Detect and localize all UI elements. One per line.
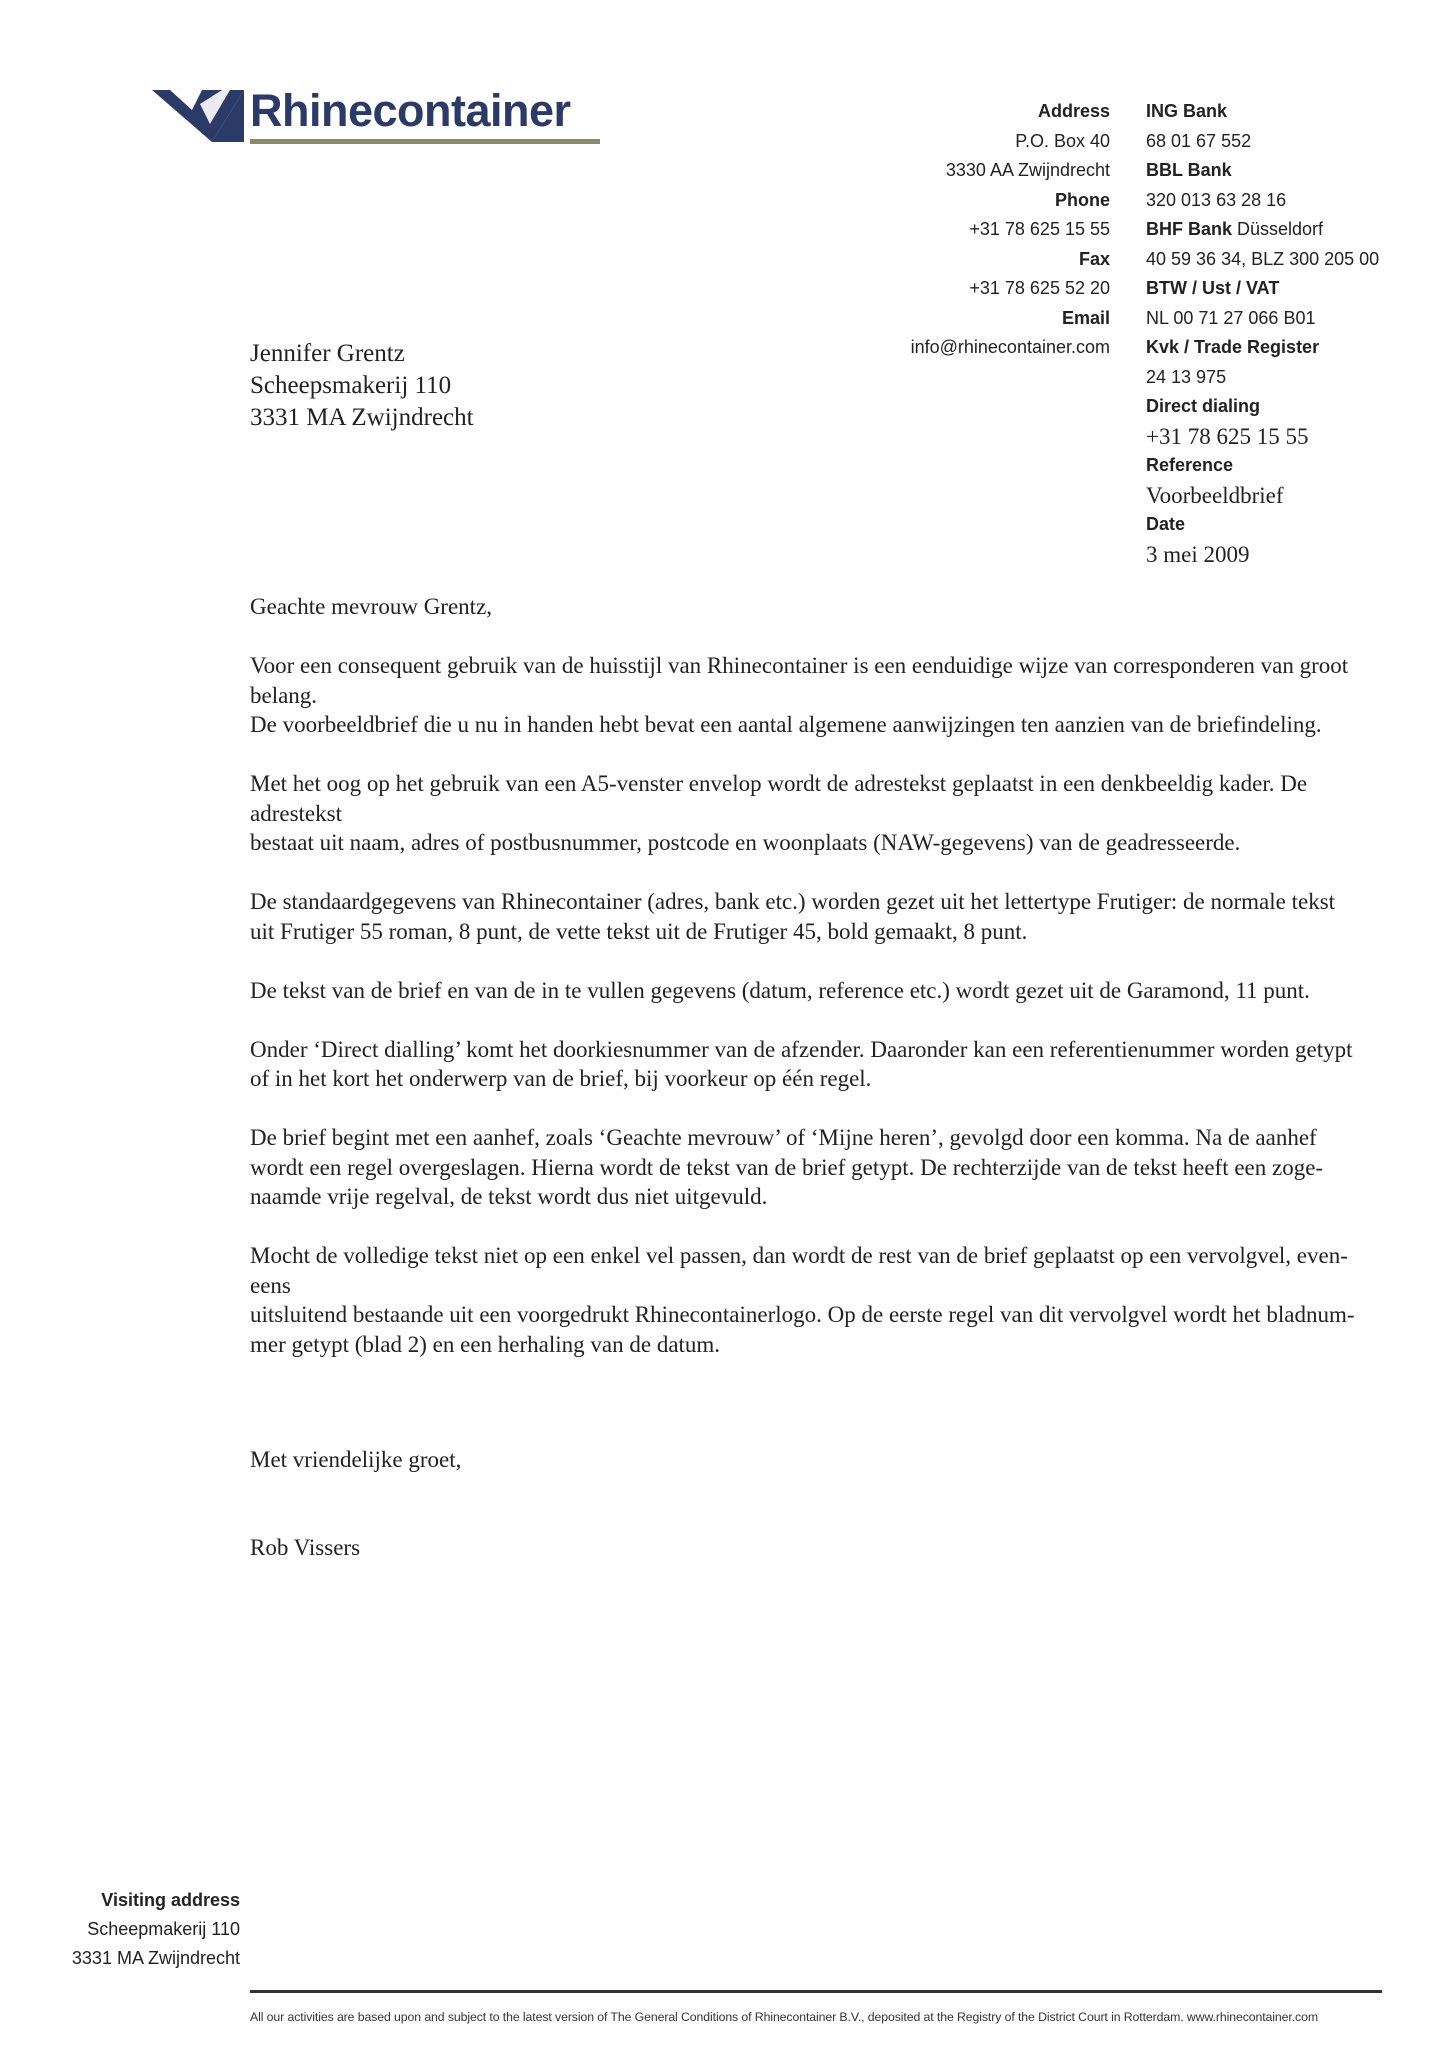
kvk-value: 24 13 975 xyxy=(1146,366,1227,387)
sender-address-column xyxy=(850,97,1110,363)
recipient-name: Jennifer Grentz xyxy=(250,340,405,367)
date-value: 3 mei 2009 xyxy=(1146,541,1250,567)
reference-label: Reference xyxy=(1146,455,1234,475)
logo-underline xyxy=(250,139,600,144)
body-line: of in het kort het onderwerp van de brief, bij voorkeur op één regel. xyxy=(250,1066,872,1091)
paragraph xyxy=(250,651,1390,740)
visiting-address xyxy=(30,1886,240,1973)
bhf-city: Düsseldorf xyxy=(1232,219,1324,239)
direct-dialing-label: Direct dialing xyxy=(1146,396,1261,416)
address-label: Address xyxy=(1037,101,1110,121)
visiting-street: Scheepmakerij 110 xyxy=(87,1919,240,1939)
body-line: Onder ‘Direct dialling’ komt het doorkiesnummer van de afzender. Daaronder kan een referentienummer worden getypt xyxy=(250,1036,1353,1062)
phone-label: Phone xyxy=(1054,189,1110,210)
body-line: De tekst van de brief en van de in te vullen gegevens (datum, reference etc.) wordt gezet uit de Garamond, 11 punt. xyxy=(250,977,1310,1003)
bbl-value: 320 013 63 28 16 xyxy=(1146,189,1287,210)
paragraph xyxy=(250,1241,1390,1359)
closing: Met vriendelijke groet, xyxy=(250,1447,462,1472)
visiting-label: Visiting address xyxy=(101,1890,240,1910)
signer-name: Rob Vissers xyxy=(250,1535,361,1560)
body-line: mer getypt (blad 2) en een herhaling van de datum. xyxy=(250,1331,721,1357)
body-line: wordt een regel overgeslagen. Hierna wordt de tekst van de brief getypt. De rechterzijde van de tekst heeft een zoge- xyxy=(250,1154,1324,1180)
paragraph xyxy=(250,976,1390,1006)
paragraph xyxy=(250,1123,1390,1212)
paragraph xyxy=(250,887,1390,946)
body-line: adrestekst xyxy=(250,800,342,826)
body-line: Met het oog op het gebruik van een A5-venster envelop wordt de adrestekst geplaatst in een denkbeeldig kader. De xyxy=(250,771,1308,796)
body-line: uit Frutiger 55 roman, 8 punt, de vette tekst uit de Frutiger 45, bold gemaakt, 8 punt. xyxy=(250,918,1028,944)
visiting-city: 3331 MA Zwijndrecht xyxy=(71,1948,240,1968)
recipient-city: 3331 MA Zwijndrecht xyxy=(250,404,474,431)
recipient-address xyxy=(250,338,474,434)
ing-label: ING Bank xyxy=(1146,101,1228,121)
email-value: info@rhinecontainer.com xyxy=(910,337,1110,357)
vat-label: BTW / Ust / VAT xyxy=(1146,278,1280,298)
rhinecontainer-logo-icon xyxy=(152,90,244,142)
reference-value: Voorbeeldbrief xyxy=(1146,482,1284,508)
body-line: bestaat uit naam, adres of postbusnummer, postcode en woonplaats (NAW-gegevens) van de geadresseerde. xyxy=(250,830,1241,855)
body-line: eens xyxy=(250,1272,291,1298)
recipient-street: Scheepsmakerij 110 xyxy=(250,372,452,399)
body-line: De brief begint met een aanhef, zoals ‘Geachte mevrouw’ of ‘Mijne heren’, gevolgd door een komma. Na de aanhef xyxy=(250,1125,1317,1150)
address-line-2: 3330 AA Zwijndrecht xyxy=(945,160,1110,180)
company-logo xyxy=(152,86,602,146)
body-line: Mocht de volledige tekst niet op een enkel vel passen, dan wordt de rest van de brief geplaatst op een vervolgvel, even- xyxy=(250,1243,1348,1268)
body-line: uitsluitend bestaande uit een voorgedrukt Rhinecontainerlogo. Op de eerste regel van dit vervolgvel wordt het bladnum- xyxy=(250,1302,1355,1327)
ing-value: 68 01 67 552 xyxy=(1146,130,1252,151)
footer-conditions-note: All our activities are based upon and subject to the latest version of The General Conditions of Rhinecontainer B.V., deposited at the Registry of the District Court in Rotterdam. www.rhinecontainer.com xyxy=(250,2010,1318,2024)
bhf-label-row xyxy=(1146,215,1436,245)
address-line-1: P.O. Box 40 xyxy=(1015,130,1110,151)
vat-value: NL 00 71 27 066 B01 xyxy=(1146,307,1316,328)
date-label: Date xyxy=(1146,514,1186,534)
body-line: naamde vrije regelval, de tekst wordt dus niet uitgevuld. xyxy=(250,1184,768,1209)
bhf-value: 40 59 36 34, BLZ 300 205 00 xyxy=(1146,248,1380,269)
paragraph xyxy=(250,769,1390,858)
bhf-label: BHF Bank xyxy=(1146,219,1233,239)
footer-divider xyxy=(250,1990,1382,1993)
fax-value: +31 78 625 52 20 xyxy=(969,278,1110,298)
sender-bank-column xyxy=(1146,97,1436,569)
body-line: Voor een consequent gebruik van de huisstijl van Rhinecontainer is een eenduidige wijze van corresponderen van groot xyxy=(250,653,1349,678)
logo-wordmark: Rhinecontainer xyxy=(250,85,571,136)
kvk-label: Kvk / Trade Register xyxy=(1146,337,1320,357)
paragraph xyxy=(250,1035,1390,1094)
phone-value: +31 78 625 15 55 xyxy=(969,219,1110,239)
body-line: belang. xyxy=(250,682,318,708)
letter-body xyxy=(250,592,1390,1389)
body-line: De voorbeeldbrief die u nu in handen hebt bevat een aantal algemene aanwijzingen ten aanzien van de briefindeling. xyxy=(250,712,1322,737)
salutation: Geachte mevrouw Grentz, xyxy=(250,594,493,619)
bbl-label: BBL Bank xyxy=(1146,160,1232,180)
fax-label: Fax xyxy=(1078,248,1110,269)
email-label: Email xyxy=(1061,307,1110,328)
direct-dialing-value: +31 78 625 15 55 xyxy=(1146,423,1309,449)
body-line: De standaardgegevens van Rhinecontainer (adres, bank etc.) worden gezet uit het lettertype Frutiger: de normale tekst xyxy=(250,889,1336,914)
